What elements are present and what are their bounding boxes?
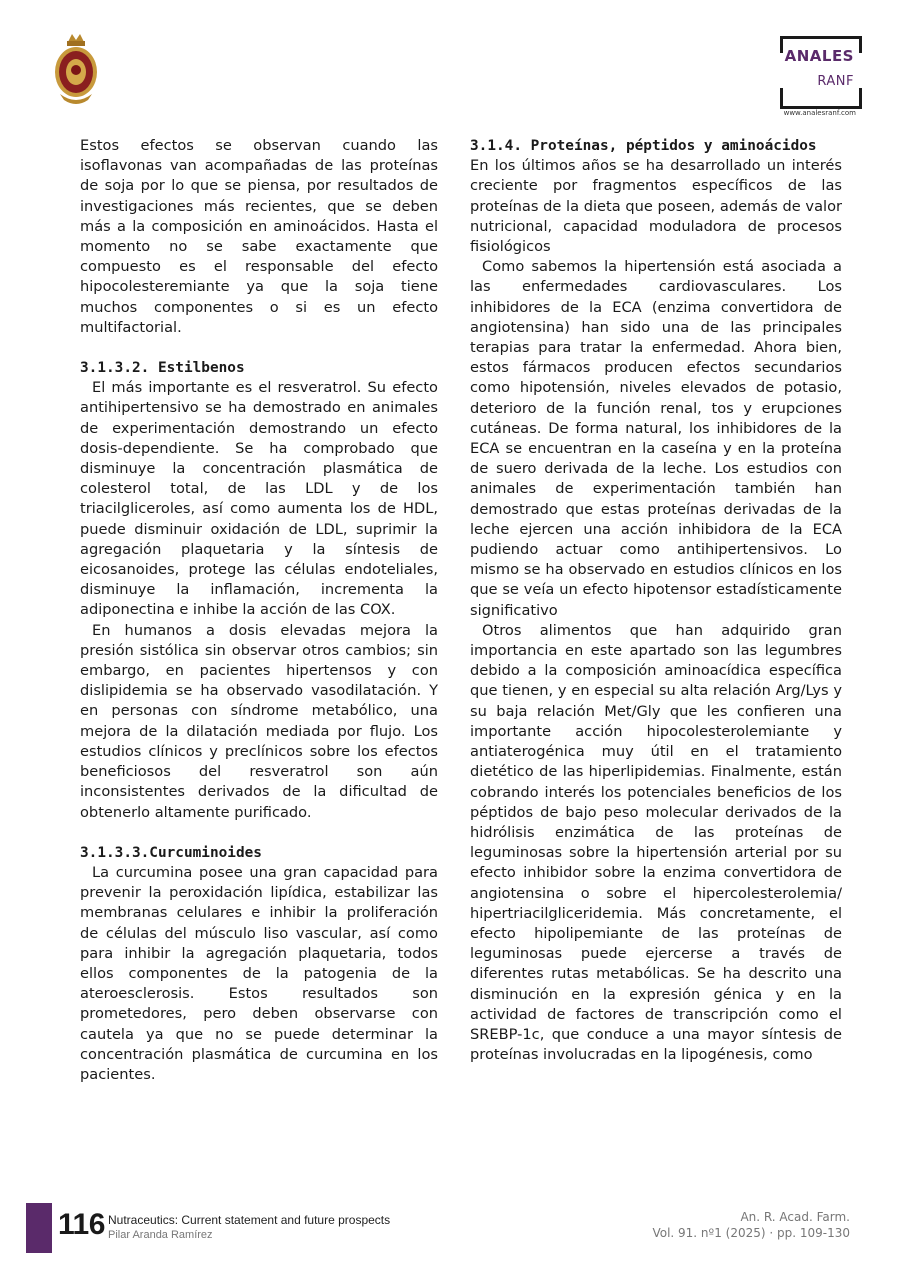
section-heading-estilbenos: 3.1.3.2. Estilbenos <box>80 360 245 377</box>
paragraph-estilbenos-1: El más importante es el resveratrol. Su efecto antihipertensivo se ha demostrado en animales de experimentación demostrando un efecto dosis-dependiente. Se ha comprobado que disminuye la concentración plasmática de colesterol total, de las LDL y de los triacilgliceroles, así como aumenta los de HDL, puede disminuir oxidación de LDL, suprimir la agregación plaquetaria y la síntesis de eicosanoides, protege las células endoteliales, disminuye la inflamación, incrementa la adiponectina e inhibe la acción de las COX. <box>80 379 438 619</box>
journal-url[interactable]: www.analesranf.com <box>783 109 856 117</box>
page-number: 116 <box>58 1208 105 1241</box>
crest-icon <box>50 30 102 110</box>
paragraph-estilbenos-2: En humanos a dosis elevadas mejora la presión sistólica sin observar otros cambios; sin embargo, en pacientes hipertensos y con dislipidemia se ha observado vasodilatación. Y en personas con síndrome metabólico, una mejora de la dilatación mediada por flujo. Los estudios clínicos y preclínicos sobre los efectos beneficiosos del resveratrol son aún inconsistentes derivados de la dificultad de obtenerlo altamente purificado. <box>80 621 438 821</box>
paragraph-isoflavonas: Estos efectos se observan cuando las isoflavonas van acompañadas de las proteínas de soja por lo que se piensa, por resultados de investigaciones más recientes, que se deben más a la composición en aminoácidos. Hasta el momento no se sabe exactamente que compuesto es el responsable del efecto hipocolesteremiante ya que la soja tiene muchos componentes o si es un efecto multifactorial. <box>80 137 438 336</box>
academy-crest-logo <box>50 30 102 110</box>
right-column <box>470 136 842 1065</box>
paragraph-proteinas-intro: En los últimos años se ha desarrollado un interés creciente por fragmentos específicos de las proteínas de la dieta que poseen, además de valor nutricional, capacidad moduladora de procesos fisiológicos <box>470 157 842 256</box>
section-heading-proteinas: 3.1.4. Proteínas, péptidos y aminoácidos <box>470 138 817 154</box>
article-author: Pilar Aranda Ramírez <box>108 1229 213 1241</box>
logo-bracket-bottom <box>780 88 862 109</box>
left-column <box>80 136 438 1085</box>
logo-title: ANALES <box>784 47 854 65</box>
journal-volume: Vol. 91. nº1 (2025) · pp. 109-130 <box>652 1226 850 1240</box>
journal-name: An. R. Acad. Farm. <box>740 1210 850 1224</box>
article-title: Nutraceutics: Current statement and future prospects <box>108 1213 391 1227</box>
logo-subtitle: RANF <box>817 74 854 89</box>
paragraph-hipertension: Como sabemos la hipertensión está asociada a las enfermedades cardiovasculares. Los inhibidores de la ECA (enzima convertidora de angiotensina) han sido una de las principales terapias para tratar la enfermedad. Ahora bien, estos fármacos producen efectos secundarios como hipotensión, niveles elevados de potasio, deterioro de la función renal, tos y erupciones cutáneas. De forma natural, los inhibidores de la ECA se encuentran en la caseína y en la proteína de suero derivada de la leche. Los estudios con animales de experimentación también han demostrado que estas proteínas derivadas de la leche ejercen una acción inhibidora de la ECA pudiendo actuar como antihipertensivos. Lo mismo se ha observado en estudios clínicos en los que se veía un efecto hipotensor estadísticamente significativo <box>470 258 842 619</box>
anales-ranf-logo <box>732 36 862 118</box>
paragraph-legumbres: Otros alimentos que han adquirido gran importancia en este apartado son las legumbres debido a la composición aminoacídica específica que tienen, y en especial su alta relación Arg/Lys y su baja relación Met/Gly que les confieren una importante acción hipocolesterolemiante y antiaterogénica muy útil en el tratamiento dietético de las hiperlipidemias. Finalmente, están cobrando interés los potenciales beneficios de los péptidos de bajo peso molecular derivados de la hidrólisis enzimática de las proteínas de leguminosas sobre la hipertensión arterial por su efecto inhibidor sobre la enzima convertidora de angiotensina o sobre el hipercolesterolemia/ hipertriacilgliceridemia. Más concretamente, el efecto hipolipemiante de las proteínas de leguminosas puede ejercerse a través de diferentes rutas metabólicas. Se ha descrito una disminución en la expresión génica y en la actividad de factores de transcripción como el SREBP-1c, que conduce a una mayor síntesis de proteínas involucradas en la lipogénesis, como <box>470 621 842 1064</box>
section-heading-curcuminoides: 3.1.3.3.Curcuminoides <box>80 844 262 861</box>
footer-accent-bar <box>26 1203 52 1253</box>
paragraph-curcuminoides: La curcumina posee una gran capacidad para prevenir la peroxidación lipídica, estabilizar las membranas celulares e inhibir la proliferación de células del músculo liso vascular, así como para inhibir la agregación plaquetaria, todos ellos componentes de la patogenia de la ateroesclerosis. Estos resultados son prometedores, pero deben observarse con cautela ya que no se puede determinar la concentración plasmática de curcumina en los pacientes. <box>80 863 438 1083</box>
